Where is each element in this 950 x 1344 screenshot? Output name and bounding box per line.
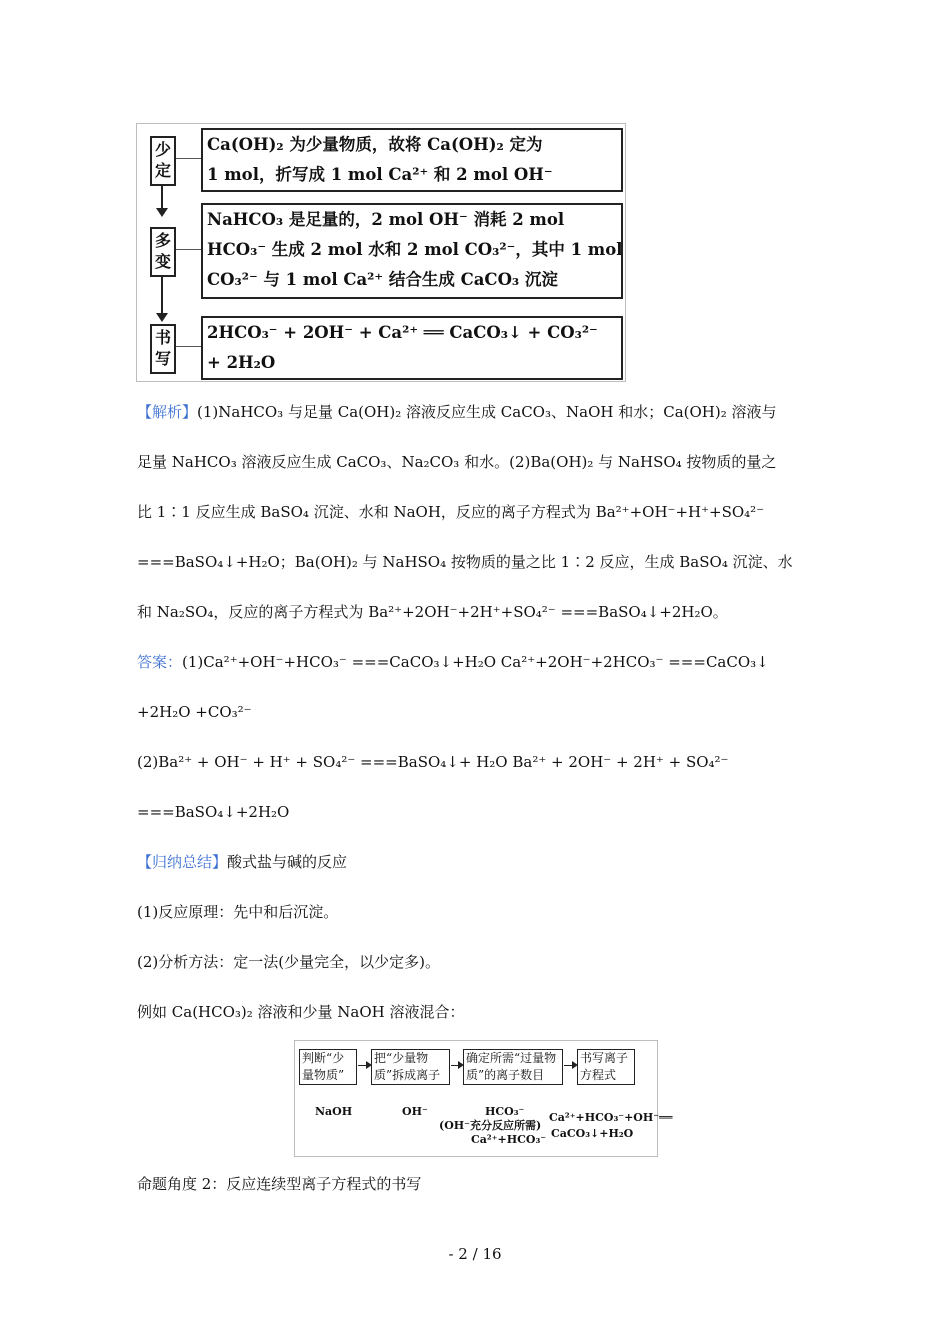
- step-label-many: 多变: [150, 227, 176, 277]
- answer-line-1: [137, 651, 769, 673]
- connector: [176, 249, 201, 250]
- analysis-line-3: 比 1∶1 反应生成 BaSO₄ 沉淀、水和 NaOH，反应的离子方程式为 Ba²⁺+OH⁻+H⁺+SO₄²⁻: [137, 503, 765, 521]
- right-arrow-icon: [451, 1065, 462, 1066]
- analysis-line-2: 足量 NaHCO₃ 溶液反应生成 CaCO₃、Na₂CO₃ 和水。(2)Ba(OH)₂ 与 NaHSO₄ 按物质的量之: [137, 453, 777, 471]
- flow-figure: [294, 1040, 673, 1157]
- answer-line-4: ===BaSO₄↓+2H₂O: [137, 803, 290, 821]
- arrow-line: [161, 276, 163, 314]
- method-figure: [136, 123, 626, 382]
- connector: [176, 158, 201, 159]
- answer-heading: 答案：: [137, 653, 183, 671]
- analysis-line-1: [137, 401, 777, 423]
- flow-output-2: OH⁻: [402, 1105, 428, 1118]
- step-label-write: 书写: [150, 324, 176, 374]
- step-box-write: [201, 316, 623, 380]
- step3-line-a: 2HCO₃⁻ + 2OH⁻ + Ca²⁺ ══ CaCO₃↓ + CO₃²⁻: [207, 323, 598, 342]
- answer-line-3: (2)Ba²⁺ + OH⁻ + H⁺ + SO₄²⁻ ===BaSO₄↓+ H₂O Ba²⁺ + 2OH⁻ + 2H⁺ + SO₄²⁻: [137, 753, 729, 771]
- page-number: - 2 / 16: [448, 1245, 502, 1263]
- flow-box-split: 把“少量物质”拆成离子: [371, 1049, 450, 1085]
- analysis-line-5: 和 Na₂SO₄，反应的离子方程式为 Ba²⁺+2OH⁻+2H⁺+SO₄²⁻ ===BaSO₄↓+2H₂O。: [137, 603, 728, 621]
- flow-output-3a: HCO₃⁻: [485, 1105, 525, 1118]
- flow-box-judge: 判断“少量物质”: [299, 1049, 357, 1085]
- arrow-line: [161, 185, 163, 209]
- flow-box-write: 书写离子方程式: [577, 1049, 635, 1085]
- summary-item-2: (2)分析方法：定一法(少量完全，以少定多)。: [137, 953, 440, 971]
- flow-output-1: NaOH: [315, 1105, 353, 1118]
- topic-line: 命题角度 2：反应连续型离子方程式的书写: [137, 1175, 422, 1193]
- connector: [176, 346, 201, 347]
- step3-line-b: + 2H₂O: [207, 353, 276, 372]
- analysis-text: (1)NaHCO₃ 与足量 Ca(OH)₂ 溶液反应生成 CaCO₃、NaOH 和水；Ca(OH)₂ 溶液与: [197, 403, 777, 421]
- step-box-few: [201, 128, 623, 192]
- step2-line-b: HCO₃⁻ 生成 2 mol 水和 2 mol CO₃²⁻，其中 1 mol: [207, 240, 623, 259]
- right-arrow-icon: [564, 1065, 576, 1066]
- down-arrow-icon: [156, 313, 168, 322]
- analysis-heading: 【解析】: [137, 403, 198, 421]
- answer-text: (1)Ca²⁺+OH⁻+HCO₃⁻ ===CaCO₃↓+H₂O Ca²⁺+2OH⁻+2HCO₃⁻ ===CaCO₃↓: [182, 653, 769, 671]
- flow-output-4a: Ca²⁺+HCO₃⁻+OH⁻══: [549, 1111, 673, 1124]
- analysis-line-4: ===BaSO₄↓+H₂O；Ba(OH)₂ 与 NaHSO₄ 按物质的量之比 1∶2 反应，生成 BaSO₄ 沉淀、水: [137, 553, 793, 571]
- summary-item-1: (1)反应原理：先中和后沉淀。: [137, 903, 339, 921]
- step1-line-a: Ca(OH)₂ 为少量物质，故将 Ca(OH)₂ 定为: [207, 135, 543, 154]
- step2-line-c: CO₃²⁻ 与 1 mol Ca²⁺ 结合生成 CaCO₃ 沉淀: [207, 270, 558, 289]
- down-arrow-icon: [156, 208, 168, 217]
- answer-line-2: +2H₂O +CO₃²⁻: [137, 703, 252, 721]
- summary-example: 例如 Ca(HCO₃)₂ 溶液和少量 NaOH 溶液混合：: [137, 1003, 465, 1021]
- step-box-many: [201, 203, 623, 299]
- right-arrow-icon: [358, 1065, 370, 1066]
- summary-title: 酸式盐与碱的反应: [227, 853, 348, 871]
- flow-output-4b: CaCO₃↓+H₂O: [551, 1127, 634, 1140]
- summary-heading: 【归纳总结】: [137, 853, 228, 871]
- flow-box-determine: 确定所需“过量物质”的离子数目: [463, 1049, 563, 1085]
- step2-line-a: NaHCO₃ 是足量的，2 mol OH⁻ 消耗 2 mol: [207, 210, 565, 229]
- flow-output-3c: Ca²⁺+HCO₃⁻: [471, 1133, 547, 1146]
- summary-title-line: [137, 851, 347, 873]
- step1-line-b: 1 mol，折写成 1 mol Ca²⁺ 和 2 mol OH⁻: [207, 165, 553, 184]
- step-label-few: 少定: [150, 136, 176, 186]
- flow-output-3b: (OH⁻充分反应所需): [439, 1119, 542, 1132]
